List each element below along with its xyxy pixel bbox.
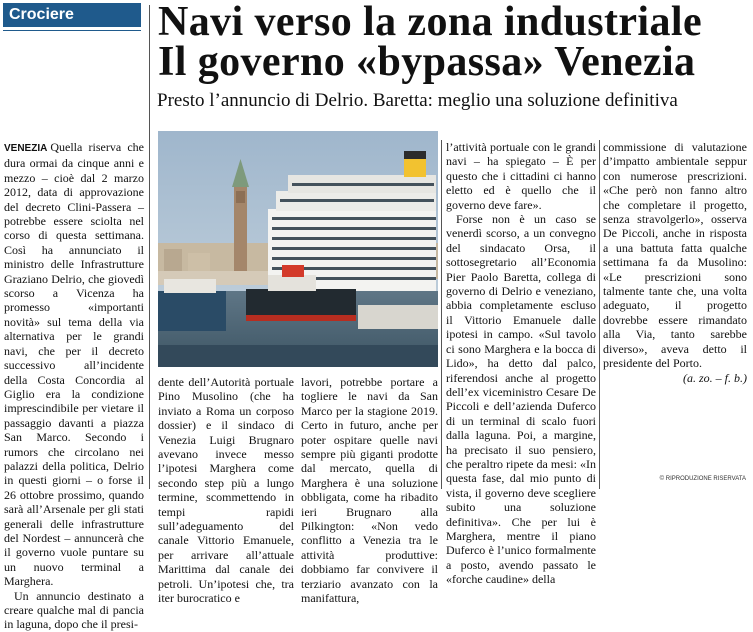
subheadline: Presto l’annuncio di Delrio. Baretta: meglio una soluzione definitiva [157, 90, 678, 111]
article-column-2 [158, 375, 294, 606]
section-underline [3, 30, 141, 31]
paragraph: commissione di valutazione d’impatto ambientale seppur con numerose prescrizioni. «Che però non fanno altro che completare il progetto, senza stravolgerlo», osserva De Piccoli, anche in risposta a una battuta fatta qualche settimana fa da Musolino: «Le prescrizioni sono talmente tante che, una volta adeguato, il progetto dovrebbe essere rimandato alla Via, tanto sarebbe diverso», aveva detto il presidente del Porto. [603, 140, 747, 371]
paragraph: lavori, potrebbe portare a togliere le navi da San Marco per la stagione 2019. Certo in futuro, anche per poter ospitare quelle navi sempre più giganti prodotte dal mercato, quella di Marghera è una soluzione obbligata, come ha ribadito ieri Brugnaro alla Pilkington: «Non vedo conflitto a Venezia tra le attività produttive: dobbiamo far convivere il terziario avanzato con la manifattura, [301, 375, 438, 606]
article-column-4 [446, 140, 596, 587]
column-rule [149, 5, 150, 489]
paragraph: l’attività portuale con le grandi navi – ha spiegato – È per questo che i cittadini ci hanno eletto ed è quello che il governo deve fare». [446, 140, 596, 212]
column-rule [599, 140, 600, 489]
article-column-1 [4, 140, 144, 632]
article-column-5 [603, 140, 747, 385]
paragraph: Forse non è un caso se venerdì scorso, a un convegno del sindacato Orsa, il sottosegretario all’Economia Pier Paolo Baretta, collega di governo di Delrio e veneziano, abbia completamente escluso il Vittorio Emanuele dalle ipotesi in campo. «Sul tavolo ci sono Marghera e la bocca di Lido», ha detto dal palco, riferendosi anche al progetto dell’ex viceministro Cesare De Piccoli e dell’azienda Duferco di un terminal di scalo fuori dalla laguna. Poi, a margine, ha precisato il suo pensiero, che peraltro ripete da mesi: «In questa fase, dal mio punto di vista, il governo deve scegliere subito una soluzione definitiva». Che per lui è Marghera, mentre il piano Duferco è l’unico formalmente a posto, avendo passato le «forche caudine» della [446, 212, 596, 587]
article-column-3 [301, 375, 438, 606]
paragraph: Quella riserva che dura ormai da cinque anni e mezzo – cioè dal 2 marzo 2012, data di approvazione del decreto Clini-Passera – potrebbe essere sciolta nel corso di questa settimana. Così ha annunciato il ministro delle Infrastrutture Graziano Delrio, che giovedì scorso a Vicenza ha promesso «importanti novità» sul tema della via alternativa per le grandi navi, che per il decreto successivo all’incidente della Costa Concordia al Giglio era la condizione imprescindibile per vietare il passaggio davanti a piazza San Marco. Secondo i rumors che circolano nei palazzi della politica, Delrio in questi giorni – o forse il 26 ottobre prossimo, quando sarà all’Arsenale per gli stati generali delle infrastrutture del Nordest – annuncerà che il governo vuole puntare su un nuovo terminal a Marghera. [4, 140, 144, 589]
headline-line-2: Il governo «bypassa» Venezia [158, 39, 696, 85]
headline-line-1: Navi verso la zona industriale [158, 0, 702, 45]
author-signature: (a. zo. – f. b.) [683, 370, 747, 385]
headline [158, 0, 748, 85]
paragraph: dente dell’Autorità portuale Pino Musolino (che ha inviato a Roma un corposo dossier) e il sindaco di Venezia Luigi Brugnaro avevano invece messo l’ipotesi Marghera come secondo step più a lungo termine, scommettendo in tempi rapidi sull’adeguamento del canale Vittorio Emanuele, per arrivare all’attuale Marittima dal canale dei petroli. Un’ipotesi che, tra iter burocratico e [158, 375, 294, 606]
section-label[interactable]: Crociere [3, 3, 141, 27]
paragraph: Un annuncio destinato a creare qualche mal di pancia in laguna, dopo che il presi- [4, 588, 144, 632]
copyright-notice: © RIPRODUZIONE RISERVATA [659, 476, 746, 482]
column-rule [441, 140, 442, 489]
cruise-ship-photo [158, 131, 438, 367]
dateline: VENEZIA [4, 143, 48, 154]
